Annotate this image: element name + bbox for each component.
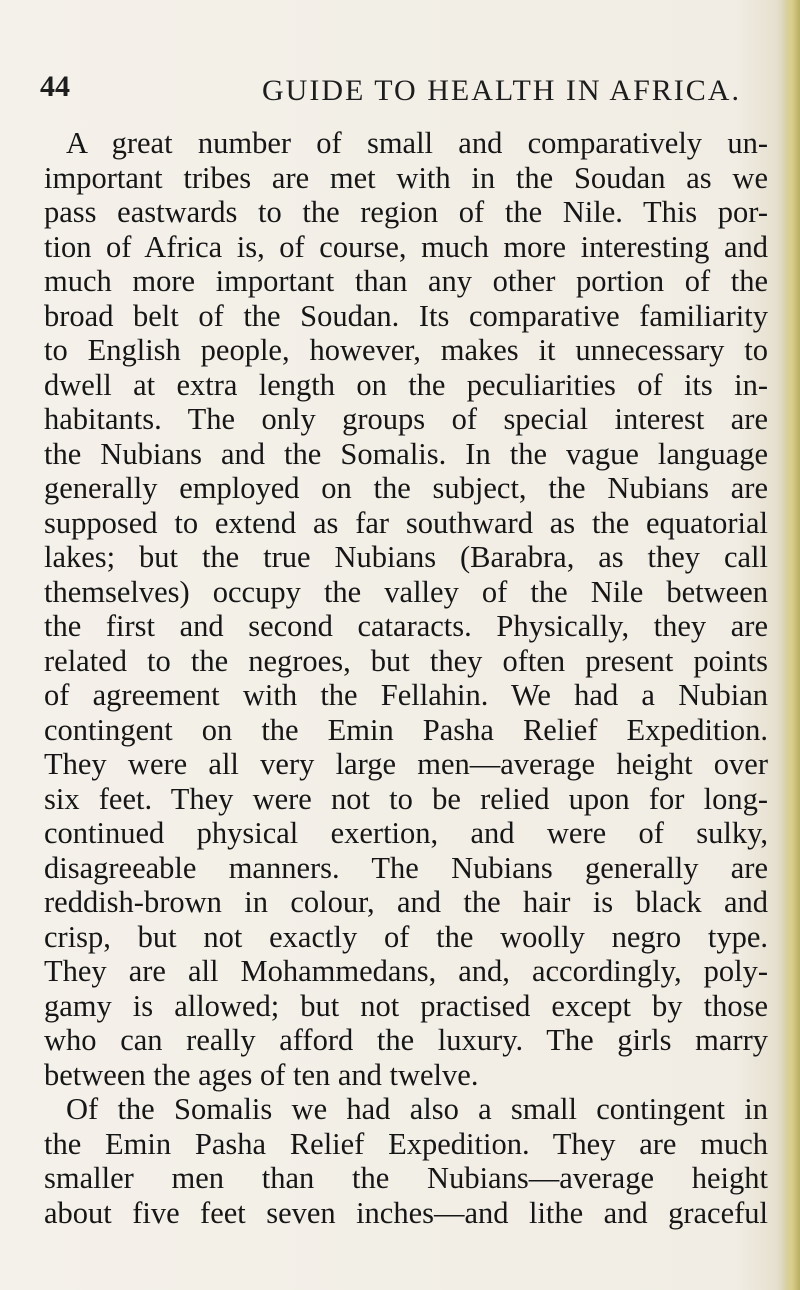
text-line: much more important than any other portion of the bbox=[44, 264, 768, 298]
text-line: continued physical exertion, and were of sulky, bbox=[44, 816, 768, 850]
text-line: tion of Africa is, of course, much more interesting and bbox=[44, 229, 768, 264]
running-title: GUIDE TO HEALTH IN AFRICA. bbox=[262, 74, 741, 107]
text-line: They are all Mohammedans, and, accordingly, poly- bbox=[44, 954, 768, 988]
text-line: disagreeable manners. The Nubians generally are bbox=[44, 850, 768, 885]
text-line: supposed to extend as far southward as the equatorial bbox=[44, 505, 768, 540]
text-line: broad belt of the Soudan. Its comparative familiarity bbox=[44, 298, 768, 333]
text-line: generally employed on the subject, the Nubians are bbox=[44, 471, 768, 505]
text-line: habitants. The only groups of special interest are bbox=[44, 402, 768, 436]
text-line: gamy is allowed; but not practised except by those bbox=[44, 988, 768, 1023]
text-line: who can really afford the luxury. The girls marry bbox=[44, 1023, 768, 1057]
text-line: six feet. They were not to be relied upon for long- bbox=[44, 781, 768, 816]
text-line: to English people, however, makes it unnecessary to bbox=[44, 333, 768, 367]
running-head bbox=[40, 66, 760, 106]
page-edge bbox=[782, 0, 800, 1290]
text-line: themselves) occupy the valley of the Nile between bbox=[44, 574, 768, 609]
text-line: the Emin Pasha Relief Expedition. They are much bbox=[44, 1126, 768, 1161]
text-line: smaller men than the Nubians—average height bbox=[44, 1161, 768, 1195]
text-line: the Nubians and the Somalis. In the vague language bbox=[44, 436, 768, 471]
text-line: of agreement with the Fellahin. We had a Nubian bbox=[44, 678, 768, 712]
text-line: the first and second cataracts. Physically, they are bbox=[44, 609, 768, 643]
text-line: dwell at extra length on the peculiarities of its in- bbox=[44, 367, 768, 402]
text-line: reddish-brown in colour, and the hair is black and bbox=[44, 885, 768, 919]
text-line: pass eastwards to the region of the Nile. This por- bbox=[44, 195, 768, 229]
text-line: Of the Somalis we had also a small contingent in bbox=[66, 1092, 768, 1126]
text-line: A great number of small and comparatively un- bbox=[66, 126, 768, 160]
text-line: between the ages of ten and twelve. bbox=[44, 1057, 479, 1092]
page-number: 44 bbox=[40, 70, 70, 103]
text-line: crisp, but not exactly of the woolly negro type. bbox=[44, 919, 768, 954]
text-line: lakes; but the true Nubians (Barabra, as they call bbox=[44, 540, 768, 574]
text-line: related to the negroes, but they often present points bbox=[44, 643, 768, 678]
text-line: contingent on the Emin Pasha Relief Expedition. bbox=[44, 712, 768, 747]
text-line: They were all very large men—average height over bbox=[44, 747, 768, 781]
text-line: about five feet seven inches—and lithe and graceful bbox=[44, 1195, 768, 1230]
text-line: important tribes are met with in the Soudan as we bbox=[44, 160, 768, 195]
body-text bbox=[44, 126, 768, 1230]
